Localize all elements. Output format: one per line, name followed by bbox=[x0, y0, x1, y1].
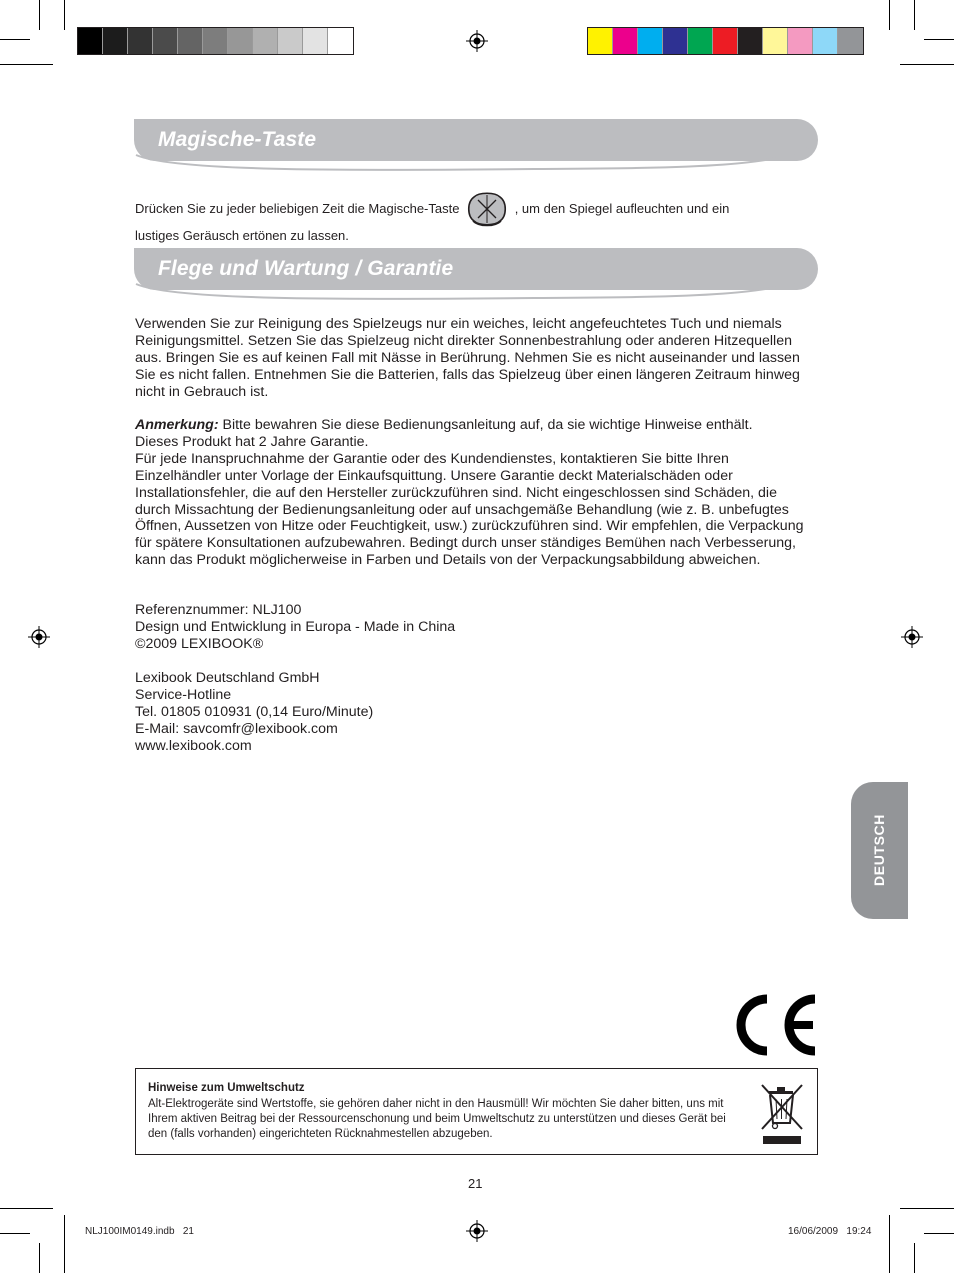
hotline-label: Service-Hotline bbox=[135, 686, 232, 703]
magic-button-icon bbox=[465, 191, 509, 227]
section-header-magic bbox=[134, 119, 818, 179]
ce-mark-icon bbox=[729, 993, 821, 1057]
color-swatch bbox=[838, 28, 863, 54]
magic-button-paragraph bbox=[135, 191, 815, 244]
color-swatch bbox=[78, 28, 103, 54]
language-label: DEUTSCH bbox=[871, 814, 887, 886]
color-swatch bbox=[328, 28, 353, 54]
color-swatch bbox=[613, 28, 638, 54]
note-label: Anmerkung: bbox=[135, 417, 219, 433]
color-swatch bbox=[128, 28, 153, 54]
color-swatch bbox=[763, 28, 788, 54]
environment-text: Alt-Elektrogeräte sind Wertstoffe, sie gehören daher nicht in den Hausmüll! Wir möchten Sie daher bitten, uns mit Ihrem aktiven Beitrag bei der Ressourcenschonung und beim Umweltschutz zu unterstützen und dieses Gerät bei den (falls vorhanden) eingerichteten Rücknahmestellen abzugeben. bbox=[148, 1098, 726, 1140]
contact-info bbox=[135, 670, 815, 755]
language-tab bbox=[851, 782, 908, 919]
reference-number: Referenznummer: NLJ100 bbox=[135, 602, 302, 618]
note-line bbox=[135, 417, 815, 434]
copyright: ©2009 LEXIBOOK® bbox=[135, 635, 264, 652]
section-title: Magische-Taste bbox=[158, 128, 317, 151]
section-title: Flege und Wartung / Garantie bbox=[158, 257, 454, 280]
company-name: Lexibook Deutschland GmbH bbox=[135, 670, 320, 686]
color-swatch bbox=[688, 28, 713, 54]
grayscale-color-bar bbox=[77, 27, 354, 55]
crossed-bin-icon bbox=[758, 1081, 806, 1147]
environment-title: Hinweise zum Umweltschutz bbox=[148, 1082, 305, 1094]
color-swatch bbox=[253, 28, 278, 54]
color-swatch bbox=[153, 28, 178, 54]
environment-notice bbox=[135, 1068, 818, 1155]
email: E-Mail: savcomfr@lexibook.com bbox=[135, 720, 338, 737]
color-swatch bbox=[713, 28, 738, 54]
color-swatch bbox=[663, 28, 688, 54]
design-origin: Design und Entwicklung in Europa - Made in China bbox=[135, 618, 456, 635]
magic-text-before: Drücken Sie zu jeder beliebigen Zeit die Magische-Taste bbox=[135, 201, 460, 216]
color-swatch bbox=[303, 28, 328, 54]
process-color-bar bbox=[587, 27, 864, 55]
section-header-care bbox=[134, 248, 818, 308]
telephone: Tel. 01805 010931 (0,14 Euro/Minute) bbox=[135, 703, 374, 720]
color-swatch bbox=[813, 28, 838, 54]
product-info bbox=[135, 602, 815, 653]
color-swatch bbox=[228, 28, 253, 54]
color-swatch bbox=[203, 28, 228, 54]
note-text: Bitte bewahren Sie diese Bedienungsanleitung auf, da sie wichtige Hinweise enthält. bbox=[218, 417, 753, 433]
magic-text-line2: lustiges Geräusch ertönen zu lassen. bbox=[135, 228, 349, 243]
warranty-paragraph: Für jede Inanspruchnahme der Garantie oder des Kundendienstes, kontaktieren Sie bitte Ihren Einzelhändler unter Vorlage der Einkaufsquittung. Unsere Garantie deckt Materialschäden oder Installationsfehler, die auf den Hersteller zurückzuführen sind. Nicht eingeschlossen sind Schäden, die durch Missachtung der Bedienungsanleitung oder auf unsachgemäße Behandlung (wie z. B. unbefugtes Öffnen, Aussetzen von Hitze oder Feuchtigkeit, usw.) zurückzuführen sind. Wir empfehlen, die Verpackung für spätere Konsultationen aufzubewahren. Bedingt durch unser ständiges Bemühen nach Verbesserung, kann das Produkt möglicherweise in Farben und Details von der Verpackungsabbildung abweichen. bbox=[135, 450, 804, 569]
warranty-line: Dieses Produkt hat 2 Jahre Garantie. bbox=[135, 433, 369, 450]
color-swatch bbox=[788, 28, 813, 54]
registration-mark-icon bbox=[466, 1220, 488, 1242]
registration-mark-icon bbox=[28, 626, 50, 648]
page-number: 21 bbox=[468, 1176, 483, 1191]
color-swatch bbox=[278, 28, 303, 54]
registration-mark-icon bbox=[466, 30, 488, 52]
website: www.lexibook.com bbox=[135, 737, 252, 754]
footer-date: 16/06/2009 19:24 bbox=[788, 1226, 872, 1237]
warranty-block bbox=[135, 417, 815, 569]
footer-file: NLJ100IM0149.indb 21 bbox=[85, 1226, 194, 1237]
color-swatch bbox=[103, 28, 128, 54]
registration-mark-icon bbox=[901, 626, 923, 648]
color-swatch bbox=[178, 28, 203, 54]
magic-text-after: , um den Spiegel aufleuchten und ein bbox=[514, 201, 730, 216]
care-paragraph: Verwenden Sie zur Reinigung des Spielzeugs nur ein weiches, leicht angefeuchtetes Tuch und niemals Reinigungsmittel. Setzen Sie das Spielzeug nicht direkter Sonnenbestrahlung oder anderen Hitzequellen aus. Bringen Sie es auf keinen Fall mit Nässe in Berührung. Nehmen Sie es nicht auseinander und lassen Sie es nicht fallen. Entnehmen Sie die Batterien, falls das Spielzeug über einen längeren Zeitraum hinweg nicht in Gebrauch ist. bbox=[135, 316, 800, 400]
color-swatch bbox=[638, 28, 663, 54]
color-swatch bbox=[588, 28, 613, 54]
color-swatch bbox=[738, 28, 763, 54]
